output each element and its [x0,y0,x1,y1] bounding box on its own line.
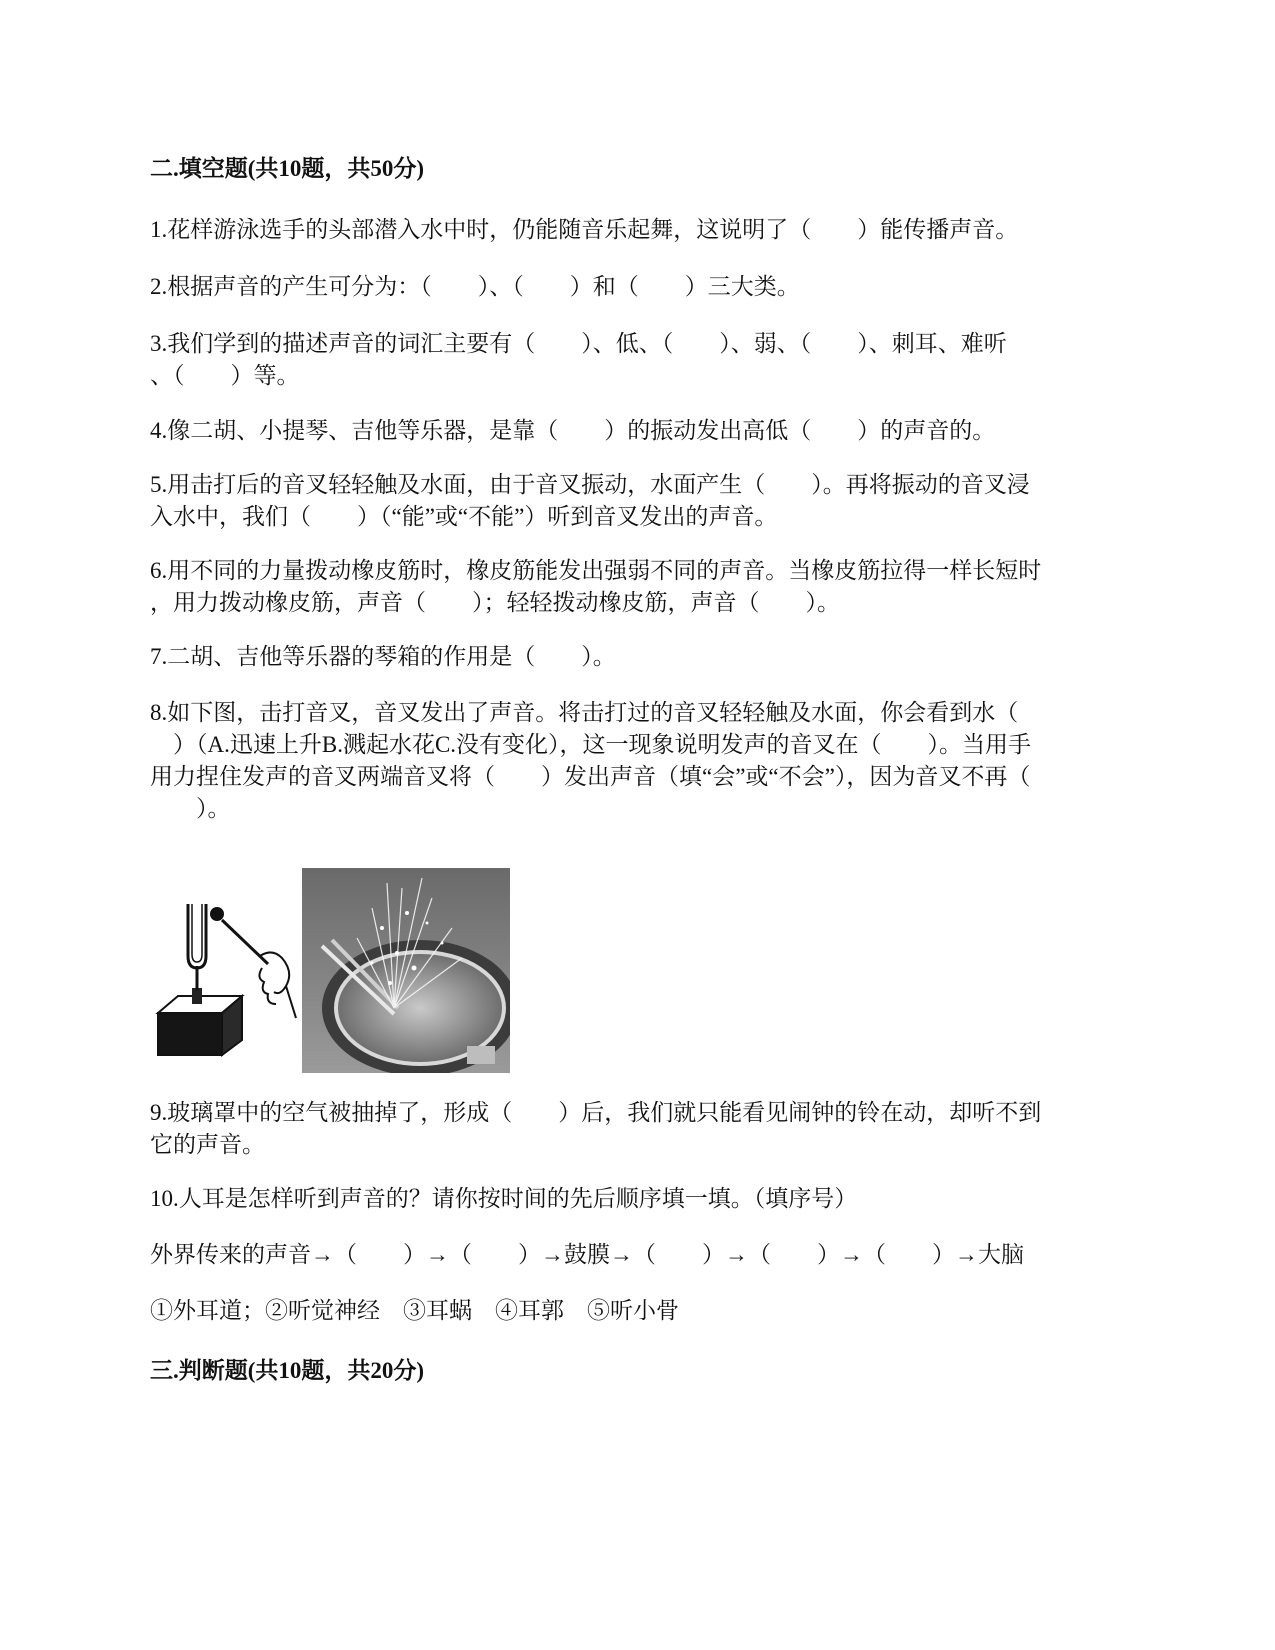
question-9: 9.玻璃罩中的空气被抽掉了，形成（ ）后，我们就只能看见闹钟的铃在动，却听不到 它的声音。 [150,1100,1042,1157]
question-4: 4.像二胡、小提琴、吉他等乐器，是靠（ ）的振动发出高低（ ）的声音的。 [150,418,996,443]
tuning-fork-figure [150,868,520,1073]
question-7: 7.二胡、吉他等乐器的琴箱的作用是（ ）。 [150,644,616,669]
question-10-sequence: 外界传来的声音→（ ）→（ ）→鼓膜→（ ）→（ ）→（ ）→大脑 [150,1242,1024,1267]
question-8: 8.如下图，击打音叉，音叉发出了声音。将击打过的音叉轻轻触及水面，你会看到水（ ）（A.迅速上升B.溅起水花C.没有变化），这一现象说明发声的音叉在（ ）。当用手 用力捏住发声的音叉两端音叉将（ ）发出声音（填“会”或“不会”），因为音叉不再（ ）。 [150,700,1032,821]
question-2: 2.根据声音的产生可分为：（ ）、（ ）和（ ）三大类。 [150,274,800,299]
question-1: 1.花样游泳选手的头部潜入水中时，仍能随音乐起舞，这说明了（ ）能传播声音。 [150,217,1019,242]
section-title-true-false: 三.判断题(共10题，共20分) [150,1358,425,1383]
question-3: 3.我们学到的描述声音的词汇主要有（ ）、低、（ ）、弱、（ ）、刺耳、难听 、（ ）等。 [150,331,1007,388]
tuning-fork-drawing [150,868,300,1073]
question-10-options: ①外耳道；②听觉神经 ③耳蜗 ④耳郭 ⑤听小骨 [150,1298,679,1323]
question-10: 10.人耳是怎样听到声音的？请你按时间的先后顺序填一填。（填序号） [150,1186,858,1211]
question-6: 6.用不同的力量拨动橡皮筋时，橡皮筋能发出强弱不同的声音。当橡皮筋拉得一样长短时 ，用力拨动橡皮筋，声音（ ）；轻轻拨动橡皮筋，声音（ ）。 [150,558,1042,615]
section-title-fill-in: 二.填空题(共10题，共50分) [150,156,425,181]
water-splash-photo [302,868,510,1073]
question-5: 5.用击打后的音叉轻轻触及水面，由于音叉振动，水面产生（ ）。再将振动的音叉浸 入水中，我们（ ）（“能”或“不能”）听到音叉发出的声音。 [150,472,1030,529]
